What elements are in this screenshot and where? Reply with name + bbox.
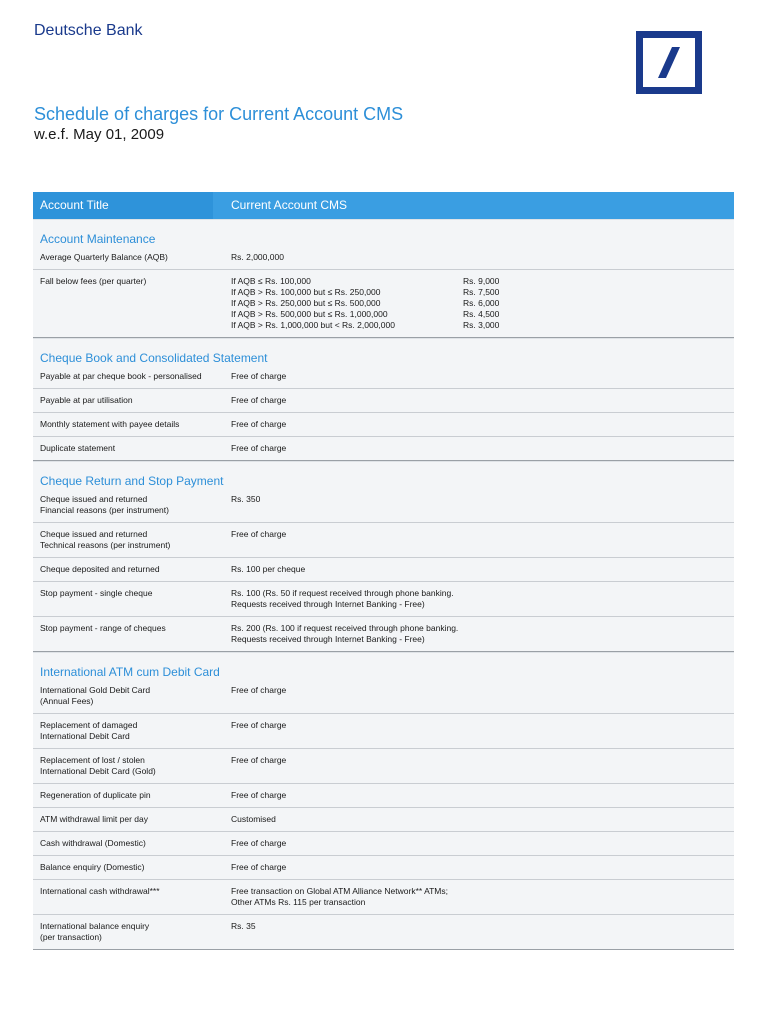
section-title: Account Maintenance bbox=[40, 232, 156, 246]
row-value: Free of charge bbox=[231, 419, 287, 429]
table-row bbox=[33, 246, 734, 270]
header-account-type: Current Account CMS bbox=[231, 198, 348, 212]
table-row bbox=[33, 365, 734, 389]
table-body bbox=[33, 219, 734, 950]
tier-fee: Rs. 7,500 bbox=[463, 287, 500, 297]
row-value: Rs. 35 bbox=[231, 921, 256, 931]
row-value: Free of charge bbox=[231, 685, 287, 695]
row-value: Rs. 350 bbox=[231, 494, 261, 504]
table-section bbox=[33, 338, 734, 461]
tier-fee: Rs. 9,000 bbox=[463, 276, 500, 286]
table-row bbox=[33, 714, 734, 749]
table-section bbox=[33, 219, 734, 338]
row-label: Cheque issued and returned Financial reasons (per instrument) bbox=[40, 494, 169, 515]
row-value: Free of charge bbox=[231, 371, 287, 381]
row-label: International balance enquiry (per transaction) bbox=[40, 921, 150, 942]
table-row bbox=[33, 749, 734, 784]
tier-fee: Rs. 6,000 bbox=[463, 298, 500, 308]
table-row bbox=[33, 808, 734, 832]
fee-tier bbox=[231, 276, 734, 287]
table-row bbox=[33, 856, 734, 880]
row-value: Rs. 2,000,000 bbox=[231, 252, 284, 262]
row-label: Replacement of damaged International Debit Card bbox=[40, 720, 138, 741]
section-title: Cheque Book and Consolidated Statement bbox=[40, 351, 268, 365]
row-value: Free of charge bbox=[231, 755, 287, 765]
table-row bbox=[33, 413, 734, 437]
row-label: International cash withdrawal*** bbox=[40, 886, 160, 896]
table-row bbox=[33, 488, 734, 523]
row-label: Cheque issued and returned Technical reasons (per instrument) bbox=[40, 529, 171, 550]
brand-name: Deutsche Bank bbox=[34, 22, 143, 39]
table-row bbox=[33, 784, 734, 808]
table-row bbox=[33, 679, 734, 714]
header-account-title: Account Title bbox=[33, 192, 213, 219]
row-label: Stop payment - single cheque bbox=[40, 588, 153, 598]
section-title: International ATM cum Debit Card bbox=[40, 665, 220, 679]
fee-tier bbox=[231, 287, 734, 298]
row-label: Cheque deposited and returned bbox=[40, 564, 160, 574]
tier-condition: If AQB > Rs. 1,000,000 but < Rs. 2,000,000 bbox=[231, 320, 395, 330]
fee-tier bbox=[231, 309, 734, 320]
row-label: Monthly statement with payee details bbox=[40, 419, 180, 429]
row-value: Customised bbox=[231, 814, 276, 824]
row-label: Payable at par cheque book - personalised bbox=[40, 371, 202, 381]
page-title: Schedule of charges for Current Account CMS bbox=[34, 104, 404, 124]
row-label: Balance enquiry (Domestic) bbox=[40, 862, 145, 872]
table-header bbox=[33, 192, 734, 219]
row-label: Average Quarterly Balance (AQB) bbox=[40, 252, 168, 262]
row-value: Free of charge bbox=[231, 790, 287, 800]
row-value: Rs. 100 per cheque bbox=[231, 564, 306, 574]
deutsche-bank-logo-icon bbox=[636, 31, 702, 94]
table-section bbox=[33, 461, 734, 652]
row-value: Free of charge bbox=[231, 838, 287, 848]
table-row bbox=[33, 582, 734, 617]
table-row bbox=[33, 389, 734, 413]
tier-condition: If AQB > Rs. 500,000 but ≤ Rs. 1,000,000 bbox=[231, 309, 388, 319]
row-label: Duplicate statement bbox=[40, 443, 116, 453]
tier-fee: Rs. 3,000 bbox=[463, 320, 500, 330]
tier-fee: Rs. 4,500 bbox=[463, 309, 500, 319]
row-label: Regeneration of duplicate pin bbox=[40, 790, 151, 800]
row-label: Fall below fees (per quarter) bbox=[40, 276, 147, 286]
row-value: Free transaction on Global ATM Alliance Network** ATMs; Other ATMs Rs. 115 per transaction bbox=[231, 886, 448, 907]
table-row bbox=[33, 832, 734, 856]
row-label: Cash withdrawal (Domestic) bbox=[40, 838, 146, 848]
row-value: Rs. 200 (Rs. 100 if request received through phone banking. Requests received through Internet Banking - Free) bbox=[231, 623, 459, 644]
row-label: ATM withdrawal limit per day bbox=[40, 814, 149, 824]
row-value: Free of charge bbox=[231, 529, 287, 539]
table-row bbox=[33, 617, 734, 652]
row-value: Rs. 100 (Rs. 50 if request received through phone banking. Requests received through Internet Banking - Free) bbox=[231, 588, 454, 609]
row-value: Free of charge bbox=[231, 443, 287, 453]
table-section bbox=[33, 652, 734, 950]
tier-condition: If AQB > Rs. 100,000 but ≤ Rs. 250,000 bbox=[231, 287, 381, 297]
row-label: Replacement of lost / stolen International Debit Card (Gold) bbox=[40, 755, 156, 776]
row-value: Free of charge bbox=[231, 720, 287, 730]
row-label: Stop payment - range of cheques bbox=[40, 623, 166, 633]
table-row bbox=[33, 558, 734, 582]
effective-date: w.e.f. May 01, 2009 bbox=[34, 126, 165, 143]
tier-condition: If AQB ≤ Rs. 100,000 bbox=[231, 276, 311, 286]
row-label: Payable at par utilisation bbox=[40, 395, 133, 405]
fee-tier bbox=[231, 298, 734, 309]
fee-tier bbox=[231, 320, 734, 331]
row-value: Free of charge bbox=[231, 395, 287, 405]
charges-table bbox=[33, 192, 734, 950]
table-row bbox=[33, 437, 734, 461]
row-label: International Gold Debit Card (Annual Fees) bbox=[40, 685, 151, 706]
row-value: Free of charge bbox=[231, 862, 287, 872]
fee-tiers bbox=[213, 270, 734, 337]
tier-condition: If AQB > Rs. 250,000 but ≤ Rs. 500,000 bbox=[231, 298, 381, 308]
table-row bbox=[33, 880, 734, 915]
table-row bbox=[33, 270, 734, 338]
section-title: Cheque Return and Stop Payment bbox=[40, 474, 224, 488]
table-row bbox=[33, 915, 734, 950]
table-row bbox=[33, 523, 734, 558]
